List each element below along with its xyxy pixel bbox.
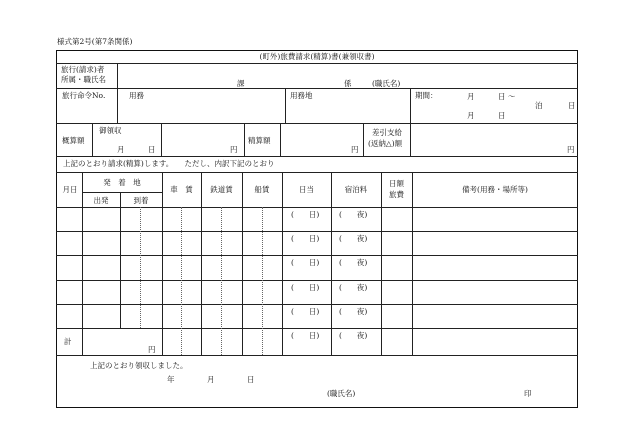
rule: [244, 123, 245, 156]
goryoushu-label: 御領収: [99, 126, 122, 135]
receipt-statement: 上記のとおり領収しました。: [90, 361, 188, 370]
rule: [412, 172, 413, 355]
rule: [92, 123, 93, 156]
rule: [56, 304, 578, 305]
sashihiki-yen: 円: [567, 145, 575, 154]
ka-label: 課: [237, 79, 245, 88]
col-touchaku: 到着: [133, 196, 149, 205]
rule: [56, 207, 578, 208]
rule: [56, 328, 578, 329]
row-shukuhaku: ( 夜): [339, 283, 368, 292]
rule: [56, 88, 578, 89]
kikan-tsuki-1: 月: [467, 92, 475, 101]
row-nittou: ( 日): [291, 283, 320, 292]
form-id: 様式第2号(第7条関係): [57, 37, 133, 46]
col-nichigaku-2: 旅費: [389, 190, 404, 199]
receipt-nen: 年: [167, 375, 175, 384]
rule: [201, 172, 202, 355]
rule: [117, 63, 118, 88]
rule: [56, 231, 578, 232]
kikan-nichi-2: 日: [498, 111, 506, 120]
youmu-label: 用務: [129, 91, 144, 100]
kakari-label: 係: [344, 79, 352, 88]
rule: [162, 172, 163, 355]
col-bikou: 備考(用務・場所等): [462, 185, 528, 194]
col-shukuhaku: 宿泊料: [344, 185, 368, 194]
kikan-nichi-1: 日: [568, 101, 576, 110]
goryoushu-tsuki: 月: [117, 145, 125, 154]
rule: [161, 123, 162, 156]
rule: [56, 63, 578, 64]
rule: [56, 355, 578, 356]
receipt-in: 印: [524, 389, 532, 398]
receipt-tsuki: 月: [207, 375, 215, 384]
row-shukuhaku: ( 夜): [339, 234, 368, 243]
gaisan-label: 概算額: [62, 136, 85, 145]
kikan-haku: 泊: [535, 101, 543, 110]
applicant-label-2: 所属・職氏名: [61, 75, 106, 84]
dotted-guide: [221, 207, 222, 355]
rule: [280, 123, 281, 156]
seisan-yen: 円: [351, 145, 359, 154]
row-nittou: ( 日): [291, 331, 320, 340]
rule: [117, 88, 118, 123]
kikan-label: 期間：: [415, 91, 438, 100]
sashihiki-label-2: (返納△)額: [368, 139, 403, 148]
total-yen: 円: [148, 345, 156, 354]
row-shukuhaku: ( 夜): [339, 331, 368, 340]
dotted-guide: [140, 207, 141, 328]
col-tsukihi: 月日: [62, 185, 78, 194]
rule: [242, 172, 243, 355]
gaisan-yen: 円: [230, 145, 238, 154]
col-tetsudou: 鉄道賃: [210, 185, 233, 194]
row-nittou: ( 日): [291, 234, 320, 243]
applicant-label-1: 旅行(請求)者: [61, 65, 105, 74]
rule: [381, 172, 382, 355]
rule: [56, 280, 578, 281]
rule: [285, 88, 286, 123]
row-nittou: ( 日): [291, 210, 320, 219]
sashihiki-label-1: 差引支給: [372, 128, 402, 137]
row-shukuhaku: ( 夜): [339, 258, 368, 267]
rule: [56, 123, 578, 124]
goryoushu-nichi: 日: [148, 145, 156, 154]
row-nittou: ( 日): [291, 258, 320, 267]
kikan-tsuki-2: 月: [467, 111, 475, 120]
form-title: (町外)旅費請求(精算)書(兼領収書): [259, 52, 375, 61]
row-shukuhaku: ( 夜): [339, 307, 368, 316]
rule: [282, 172, 283, 355]
col-hacchaku: 発 着 地: [103, 178, 141, 187]
seisan-label: 精算額: [248, 136, 271, 145]
rule: [410, 88, 411, 123]
col-shachin: 車 賃: [170, 185, 193, 194]
rule: [363, 123, 364, 156]
row-shukuhaku: ( 夜): [339, 210, 368, 219]
col-nichigaku-1: 日額: [389, 179, 404, 188]
col-nittou: 日当: [299, 185, 314, 194]
rule: [120, 192, 121, 328]
col-shuppatsu: 出発: [93, 196, 109, 205]
dotted-guide: [181, 207, 182, 355]
shokushimei-label: (職氏名): [372, 79, 401, 88]
rule: [56, 255, 578, 256]
total-label: 計: [64, 337, 72, 346]
rule: [82, 192, 162, 193]
row-nittou: ( 日): [291, 307, 320, 316]
col-funachin: 船賃: [254, 185, 270, 194]
rule: [56, 156, 578, 157]
receipt-shokushimei: (職氏名): [327, 389, 356, 398]
youmuchi-label: 用務地: [290, 91, 313, 100]
rule: [331, 172, 332, 355]
kikan-nichi-kara: 日 〜: [498, 92, 516, 101]
rule: [410, 123, 411, 156]
dotted-guide: [262, 207, 263, 355]
request-statement: 上記のとおり請求(精算)します。 ただし、内訳下記のとおり: [63, 159, 275, 168]
receipt-nichi: 日: [247, 375, 255, 384]
rule: [56, 172, 578, 173]
order-no-label: 旅行命令No.: [62, 91, 106, 100]
